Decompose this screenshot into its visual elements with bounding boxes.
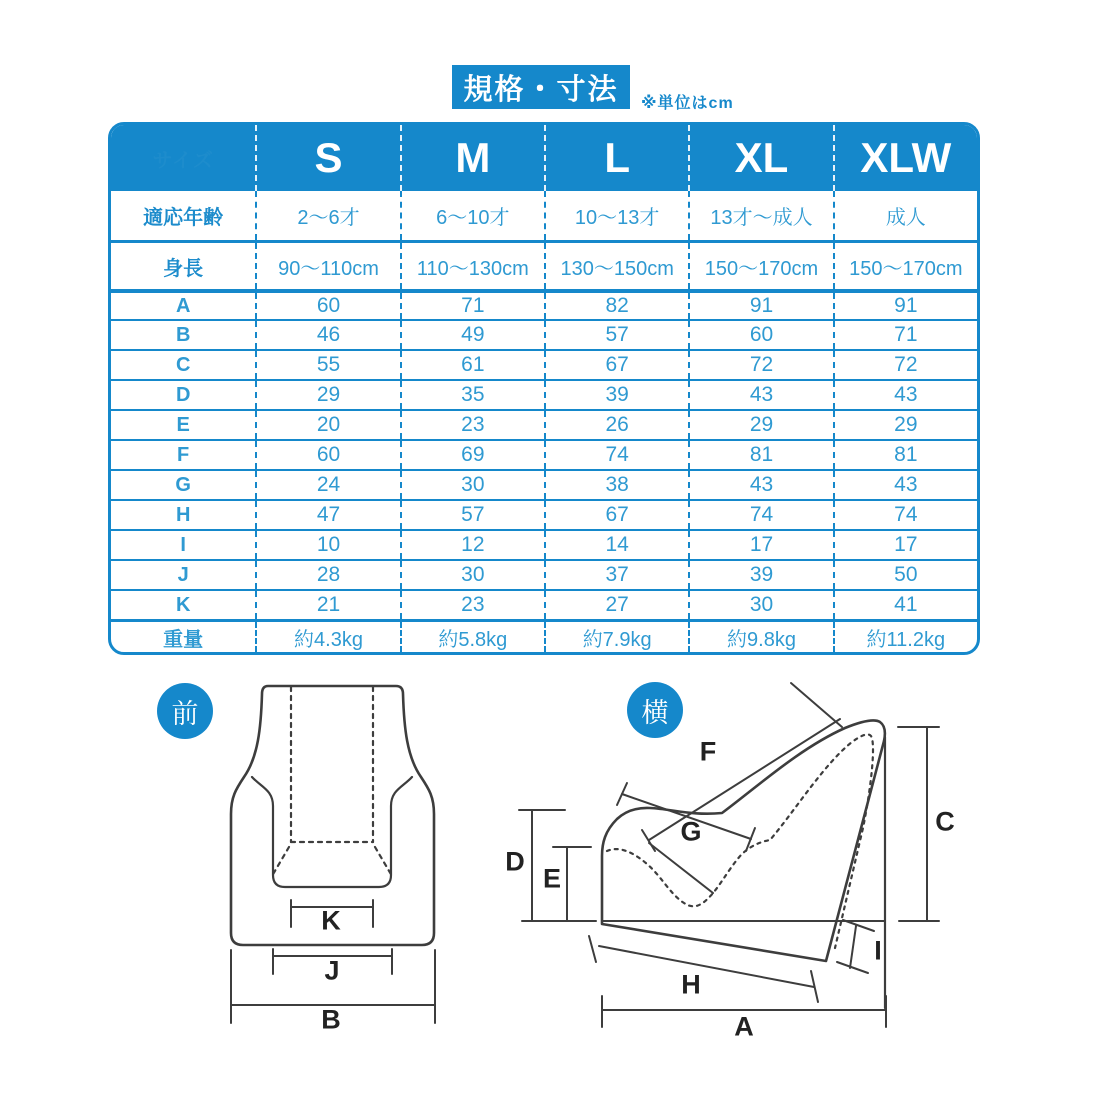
table-row [111, 319, 977, 349]
row-label: A [175, 294, 191, 317]
value-cell: 72 [833, 351, 977, 379]
header-col-s: S [255, 125, 399, 191]
value-cell: 50 [833, 561, 977, 589]
value-cell: 61 [400, 351, 544, 379]
dim-label-j: J [324, 955, 340, 986]
value-cell: 17 [833, 531, 977, 559]
front-view-badge: 前 [157, 683, 213, 739]
dim-label-e: E [542, 863, 562, 894]
value-cell: 約11.2kg [833, 622, 977, 652]
value-cell: 35 [400, 381, 544, 409]
row-label: G [175, 473, 191, 496]
table-row [111, 349, 977, 379]
row-label: F [177, 443, 190, 466]
side-dimension-lines [519, 683, 939, 1027]
value-cell: 成人 [833, 191, 977, 240]
value-cell: 26 [544, 411, 688, 439]
value-cell: 20 [255, 411, 399, 439]
dim-label-c: C [935, 806, 955, 837]
row-label: 適応年齢 [143, 207, 224, 229]
table-row [111, 409, 977, 439]
value-cell: 60 [255, 441, 399, 469]
page-title: 規格・寸法 [452, 65, 630, 109]
value-cell: 約9.8kg [688, 622, 832, 652]
value-cell: 91 [688, 293, 832, 319]
value-cell: 38 [544, 471, 688, 499]
table-row [111, 529, 977, 559]
side-outline [602, 720, 885, 961]
row-label: K [175, 593, 191, 616]
table-row [111, 439, 977, 469]
value-cell: 91 [833, 293, 977, 319]
row-label: B [175, 323, 191, 346]
value-cell: 110〜130cm [400, 243, 544, 289]
table-row [111, 589, 977, 619]
value-cell: 43 [688, 381, 832, 409]
row-label: 重量 [163, 628, 204, 651]
table-row [111, 469, 977, 499]
value-cell: 74 [544, 441, 688, 469]
dim-label-i: I [874, 935, 882, 966]
row-label: H [175, 503, 191, 526]
value-cell: 39 [544, 381, 688, 409]
value-cell: 6〜10才 [400, 191, 544, 240]
value-cell: 37 [544, 561, 688, 589]
table-row [111, 619, 977, 652]
value-cell: 67 [544, 351, 688, 379]
row-label: E [176, 413, 190, 436]
value-cell: 46 [255, 321, 399, 349]
value-cell: 23 [400, 411, 544, 439]
value-cell: 約5.8kg [400, 622, 544, 652]
value-cell: 13才〜成人 [688, 191, 832, 240]
table-row [111, 499, 977, 529]
dim-label-b: B [321, 1004, 341, 1035]
dim-label-g: G [680, 816, 702, 847]
value-cell: 150〜170cm [833, 243, 977, 289]
header-col-m: M [400, 125, 544, 191]
value-cell: 約4.3kg [255, 622, 399, 652]
value-cell: 90〜110cm [255, 243, 399, 289]
dim-label-h: H [681, 969, 701, 1000]
dim-label-f: F [699, 736, 717, 767]
row-label: D [175, 383, 191, 406]
value-cell: 69 [400, 441, 544, 469]
value-cell: 82 [544, 293, 688, 319]
header-col-xl: XL [688, 125, 832, 191]
value-cell: 21 [255, 591, 399, 619]
table-row [111, 240, 977, 289]
row-label: C [175, 353, 191, 376]
value-cell: 57 [400, 501, 544, 529]
dim-label-k: K [321, 905, 341, 936]
table-row [111, 559, 977, 589]
value-cell: 30 [400, 471, 544, 499]
value-cell: 67 [544, 501, 688, 529]
front-dashed-lines [272, 687, 392, 876]
value-cell: 10 [255, 531, 399, 559]
value-cell: 39 [688, 561, 832, 589]
value-cell: 49 [400, 321, 544, 349]
value-cell: 60 [255, 293, 399, 319]
value-cell: 29 [255, 381, 399, 409]
value-cell: 72 [688, 351, 832, 379]
value-cell: 10〜13才 [544, 191, 688, 240]
row-label: J [177, 563, 189, 586]
value-cell: 27 [544, 591, 688, 619]
value-cell: 55 [255, 351, 399, 379]
value-cell: 150〜170cm [688, 243, 832, 289]
value-cell: 47 [255, 501, 399, 529]
value-cell: 74 [688, 501, 832, 529]
header-col-l: L [544, 125, 688, 191]
value-cell: 41 [833, 591, 977, 619]
value-cell: 14 [544, 531, 688, 559]
value-cell: 57 [544, 321, 688, 349]
value-cell: 12 [400, 531, 544, 559]
value-cell: 81 [688, 441, 832, 469]
unit-note: ※単位はcm [641, 95, 734, 112]
value-cell: 17 [688, 531, 832, 559]
dim-label-a: A [734, 1011, 754, 1042]
value-cell: 81 [833, 441, 977, 469]
value-cell: 30 [400, 561, 544, 589]
value-cell: 30 [688, 591, 832, 619]
header-col-xlw: XLW [833, 125, 977, 191]
value-cell: 約7.9kg [544, 622, 688, 652]
value-cell: 71 [400, 293, 544, 319]
value-cell: 71 [833, 321, 977, 349]
value-cell: 29 [688, 411, 832, 439]
value-cell: 24 [255, 471, 399, 499]
value-cell: 2〜6才 [255, 191, 399, 240]
row-label: 身長 [163, 257, 204, 280]
value-cell: 29 [833, 411, 977, 439]
value-cell: 74 [833, 501, 977, 529]
side-view-badge: 横 [627, 682, 683, 738]
row-label: I [180, 533, 186, 556]
table-row [111, 379, 977, 409]
side-view-drawing [519, 683, 939, 1027]
table-header-row [111, 125, 977, 191]
value-cell: 28 [255, 561, 399, 589]
side-inner-dashed [607, 734, 873, 948]
value-cell: 43 [833, 471, 977, 499]
value-cell: 43 [833, 381, 977, 409]
header-size-label: サイズ [152, 149, 214, 172]
size-spec-table [108, 122, 980, 655]
value-cell: 60 [688, 321, 832, 349]
table-row [111, 289, 977, 319]
dim-label-d: D [505, 846, 525, 877]
value-cell: 130〜150cm [544, 243, 688, 289]
table-row [111, 191, 977, 240]
value-cell: 43 [688, 471, 832, 499]
value-cell: 23 [400, 591, 544, 619]
